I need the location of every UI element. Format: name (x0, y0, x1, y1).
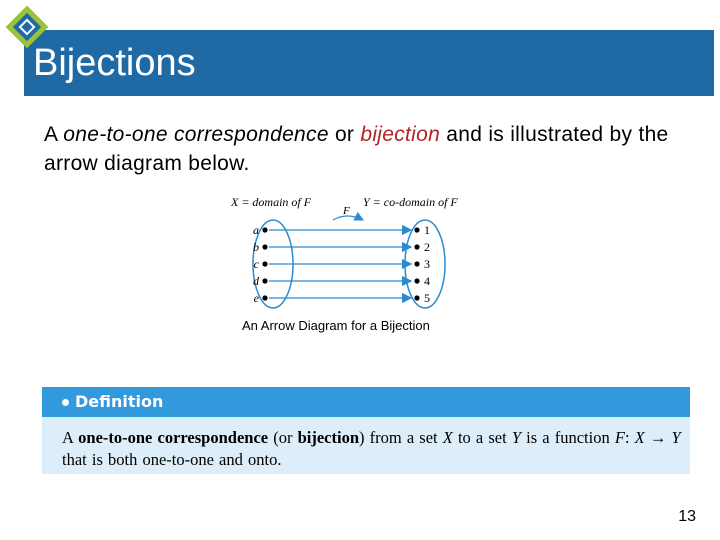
definition-header (42, 387, 690, 417)
domain-dot (262, 261, 267, 266)
def-term-bijection: bijection (297, 428, 360, 447)
function-label: F (343, 205, 350, 217)
intro-term-bijection: bijection (360, 123, 441, 146)
diagram-caption: An Arrow Diagram for a Bijection (242, 318, 430, 333)
page-number: 13 (678, 508, 696, 525)
slide-title: Bijections (33, 42, 196, 84)
codomain-dot (414, 261, 419, 266)
domain-dot (262, 227, 267, 232)
codomain-element-5: 5 (424, 291, 430, 305)
codomain-element-3: 3 (424, 257, 430, 271)
intro-term-one-to-one: one-to-one correspondence (63, 123, 329, 146)
def-term-one-to-one: one-to-one correspondence (78, 428, 269, 447)
domain-element-a: a (253, 223, 259, 237)
intro-text-3: and is illustrated by the arrow diagram below. (44, 123, 669, 175)
domain-element-c: c (253, 257, 259, 271)
domain-dot (262, 244, 267, 249)
definition-text: A one-to-one correspondence (or bijection) from a set X to a set Y is a function F: X → Y that is both one-to-one and onto. (62, 428, 681, 469)
domain-dot (262, 295, 267, 300)
domain-dot (262, 278, 267, 283)
codomain-element-4: 4 (424, 274, 430, 288)
codomain-dot (414, 295, 419, 300)
arrow-diagram (225, 190, 485, 310)
intro-text-2: or (328, 123, 361, 146)
domain-label: X = domain of F (231, 195, 312, 209)
domain-element-b: b (253, 240, 259, 254)
codomain-dot (414, 244, 419, 249)
definition-box (42, 387, 690, 474)
intro-text-1: A (44, 123, 64, 146)
definition-heading: Definition (75, 392, 164, 411)
bullet-icon (62, 399, 69, 406)
domain-element-d: d (253, 274, 259, 288)
codomain-element-1: 1 (424, 223, 430, 237)
codomain-element-2: 2 (424, 240, 430, 254)
domain-element-e: e (253, 291, 259, 305)
codomain-dot (414, 278, 419, 283)
codomain-dot (414, 227, 419, 232)
intro-paragraph (44, 120, 694, 178)
codomain-label: Y = co-domain of F (363, 195, 458, 209)
